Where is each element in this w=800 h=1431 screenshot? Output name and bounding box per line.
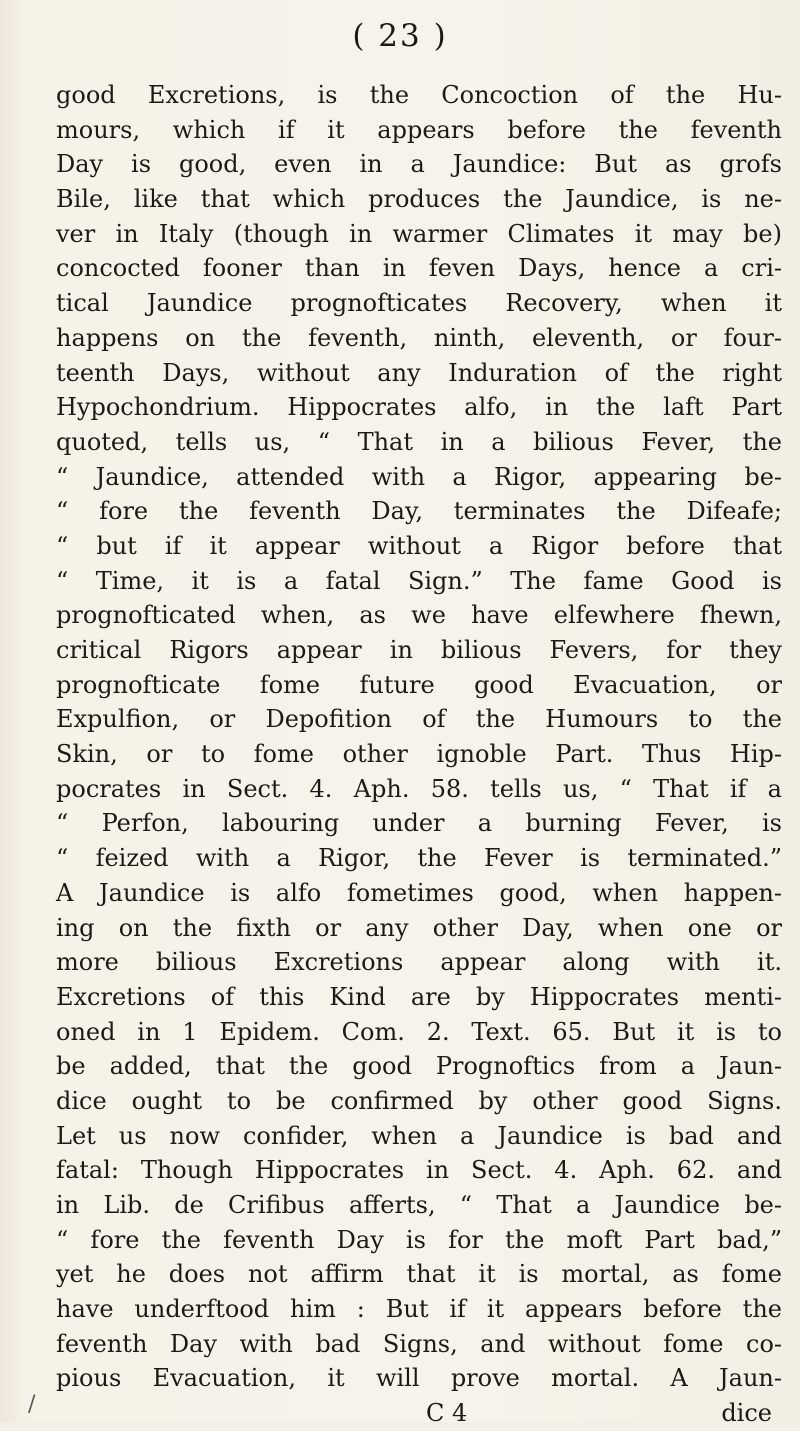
text-line: Let us now confider, when a Jaundice is bad and xyxy=(56,1121,782,1150)
text-line: Expulfion, or Depofition of the Humours to the xyxy=(56,705,782,734)
text-line: “ Perfon, labouring under a burning Fever, is xyxy=(56,809,782,838)
text-line: feventh Day with bad Signs, and without fome co- xyxy=(56,1329,782,1358)
text-line: ver in Italy (though in warmer Climates it may be) xyxy=(56,219,782,248)
text-line: quoted, tells us, “ That in a bilious Fever, the xyxy=(56,427,782,456)
text-line: mours, which if it appears before the feventh xyxy=(56,115,782,144)
text-line: fatal: Though Hippocrates in Sect. 4. Aph. 62. and xyxy=(56,1156,782,1185)
text-line: have underftood him : But if it appears before the xyxy=(56,1295,782,1324)
text-line: oned in 1 Epidem. Com. 2. Text. 65. But it is to xyxy=(56,1017,782,1046)
page-number: ( 23 ) xyxy=(352,18,448,54)
text-line: pious Evacuation, it will prove mortal. A Jaun- xyxy=(56,1364,782,1393)
body-text xyxy=(56,78,782,1431)
text-line: teenth Days, without any Induration of the right xyxy=(56,358,782,387)
text-line: prognofticated when, as we have elfewhere fhewn, xyxy=(56,601,782,630)
text-line: be added, that the good Prognoftics from a Jaun- xyxy=(56,1052,782,1081)
text-line: Bile, like that which produces the Jaundice, is ne- xyxy=(56,185,782,214)
text-line: “ feized with a Rigor, the Fever is terminated.” xyxy=(56,844,782,873)
text-line: “ Jaundice, attended with a Rigor, appearing be- xyxy=(56,462,782,491)
signature-mark: C 4 xyxy=(426,1399,468,1428)
text-line: tical Jaundice prognofticates Recovery, when it xyxy=(56,289,782,318)
text-line: concocted fooner than in feven Days, hence a cri- xyxy=(56,254,782,283)
text-line: pocrates in Sect. 4. Aph. 58. tells us, “ That if a xyxy=(56,774,782,803)
text-line: happens on the feventh, ninth, eleventh, or four- xyxy=(56,323,782,352)
catch-line xyxy=(56,1396,782,1431)
catchword: dice xyxy=(721,1399,772,1428)
text-line: “ fore the feventh Day is for the moft Part bad,” xyxy=(56,1225,782,1254)
text-line: Excretions of this Kind are by Hippocrates menti- xyxy=(56,982,782,1011)
text-line: Skin, or to fome other ignoble Part. Thus Hip- xyxy=(56,740,782,769)
text-line: “ fore the feventh Day, terminates the Difeafe; xyxy=(56,497,782,526)
margin-mark: / xyxy=(28,1392,36,1417)
text-line: critical Rigors appear in bilious Fevers, for they xyxy=(56,636,782,664)
text-line: A Jaundice is alfo fometimes good, when happen- xyxy=(56,878,782,907)
text-line: Day is good, even in a Jaundice: But as grofs xyxy=(56,150,782,179)
text-line: yet he does not affirm that it is mortal, as fome xyxy=(56,1260,782,1289)
text-line: Hypochondrium. Hippocrates alfo, in the laft Part xyxy=(56,393,782,422)
text-line: prognofticate fome future good Evacuation, or xyxy=(56,670,782,699)
text-line: “ but if it appear without a Rigor before that xyxy=(56,531,782,560)
text-line: in Lib. de Crifibus afferts, “ That a Jaundice be- xyxy=(56,1191,782,1219)
text-line: more bilious Excretions appear along with it. xyxy=(56,948,782,977)
text-line: ing on the fixth or any other Day, when one or xyxy=(56,913,782,942)
text-line: “ Time, it is a fatal Sign.” The fame Good is xyxy=(56,566,782,595)
text-line: good Excretions, is the Concoction of the Hu- xyxy=(56,81,782,109)
text-line: dice ought to be confirmed by other good Signs. xyxy=(56,1086,782,1115)
